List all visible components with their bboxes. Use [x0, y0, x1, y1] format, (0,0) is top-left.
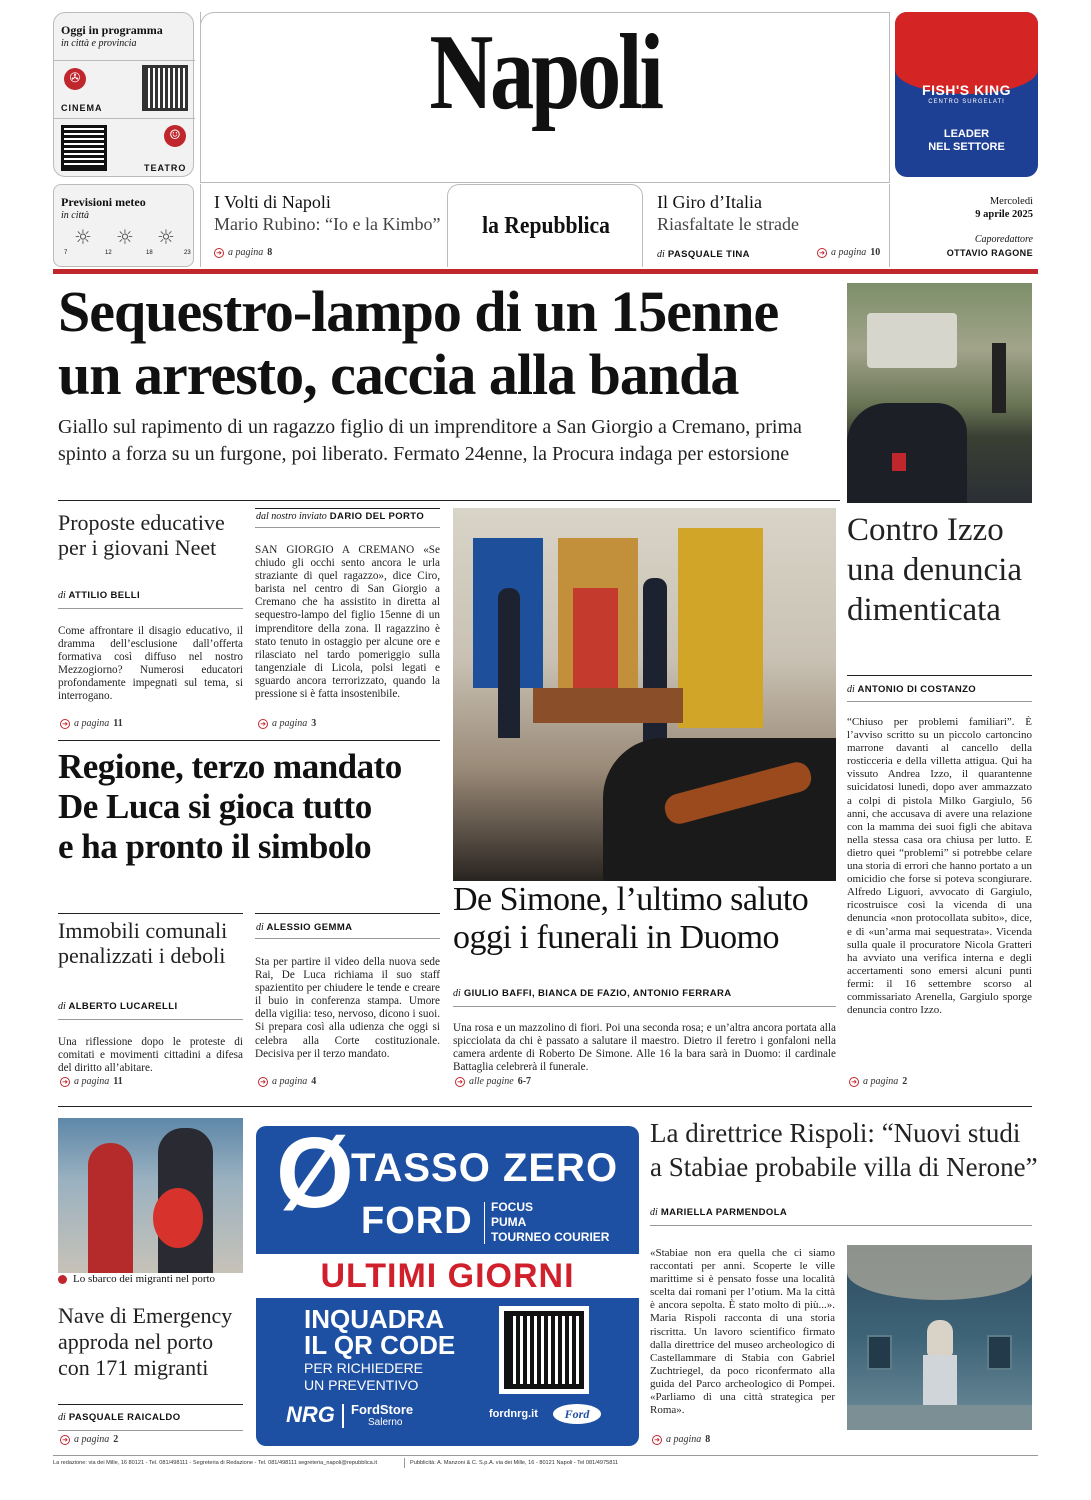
fishs-king-tag: CENTRO SURGELATI [928, 99, 1005, 105]
teaser-page-ref[interactable]: ➜ a pagina 10 [817, 247, 880, 258]
arrow-icon: ➜ [214, 248, 224, 258]
migrants-caption: Lo sbarco dei migranti nel porto [58, 1273, 215, 1285]
ford-qr4: UN PREVENTIVO [304, 1377, 419, 1393]
ford-qr2: IL QR CODE [304, 1330, 456, 1360]
desimone-body: Una rosa e un mazzolino di fiori. Poi una seconda rosa; e un’altra ancora portata alla spicciolata da chi è passato a salutare il maestro. Dietro il feretro i gonfaloni nella camera ardente di Roberto De Simone. Alle 16 la bara sarà in Duomo: il cardinale Battaglia celebrerà il funerale. [453, 1022, 836, 1074]
footer-pubblicita: Pubblicità: A. Manzoni & C. S.p.A. via dei Mille, 16 - 80121 Napoli - Tel 081/4975811 [410, 1460, 619, 1466]
programma-subtitle: in città e provincia [61, 38, 137, 49]
masthead-red-rule [53, 269, 1038, 274]
neet-page-ref[interactable]: ➜ a pagina 11 [60, 718, 123, 729]
arrow-icon: ➜ [60, 719, 70, 729]
ford-line1: TASSO ZERO [351, 1146, 619, 1190]
teaser-title: Riasfaltate le strade [657, 214, 799, 234]
rispoli-body: «Stabiae non era quella che ci siamo raccontati per anni. Scoperte le ville marittime si è pensato fosse una località scelta dai romani per l’otium. Ma la città è ancora sepolta. È stato molto di più...». Maria Rispoli racconta di una storia riscritta. Un lavoro scientifico firmato dalla direttrice del museo archeologico di Castellammare di Stabia con Gabriel Zuchtriegel, da poco riconfermato alla guida del Parco archeologico di Pompei. «Parliamo di una città strategica per Roma». [650, 1247, 835, 1417]
ford-url[interactable]: fordnrg.it [489, 1408, 538, 1420]
rispoli-headline-2[interactable]: a Stabiae probabile villa di Nerone” [650, 1152, 1038, 1182]
teaser-byline: di PASQUALE TINA [657, 249, 750, 260]
lead-photo[interactable] [847, 283, 1032, 503]
emergency-title[interactable]: Nave di Emergency approda nel porto con 171 migranti [58, 1303, 233, 1380]
lead-headline-1[interactable]: Sequestro-lampo di un 15enne [58, 279, 779, 344]
ford-oval-logo: Ford [553, 1404, 601, 1424]
publisher-logo: la Repubblica [482, 213, 610, 239]
lead-deck-2: spinto a forza su un furgone, poi liberato. Fermato 24enne, la Procura indaga per estorsione [58, 443, 790, 465]
film-reel-icon: ✇ [64, 68, 86, 90]
teaser-giro[interactable] [645, 184, 890, 267]
emergency-page-ref[interactable]: ➜ a pagina 2 [60, 1434, 118, 1445]
desimone-headline-2[interactable]: oggi i funerali in Duomo [453, 919, 780, 956]
teatro-label: TEATRO [144, 163, 187, 173]
immobili-body: Una riflessione dopo le proteste di comitati e movimenti cittadini a difesa del diritto all’abitare. [58, 1036, 243, 1075]
desimone-page-ref[interactable]: ➜ alle pagine 6-7 [455, 1076, 531, 1087]
programma-box[interactable] [53, 12, 194, 177]
sun-icon: ☼ [157, 225, 175, 249]
sequestro-page-ref[interactable]: ➜ a pagina 3 [258, 718, 316, 729]
meteo-hour: 12 [105, 250, 112, 256]
ford-qr3: PER RICHIEDERE [304, 1360, 424, 1376]
teaser-page-ref[interactable]: ➜ a pagina 8 [214, 247, 272, 258]
arrow-icon: ➜ [258, 719, 268, 729]
ford-store-label: FordStore [351, 1402, 414, 1417]
arrow-icon: ➜ [60, 1077, 70, 1087]
fishs-king-line2: NEL SETTORE [928, 141, 1005, 153]
emergency-byline: di PASQUALE RAICALDO [58, 1412, 181, 1423]
lead-deck-1: Giallo sul rapimento di un ragazzo figlio di un imprenditore a San Giorgio a Cremano, prima [58, 416, 802, 438]
rispoli-byline: di MARIELLA PARMENDOLA [650, 1207, 788, 1218]
meteo-subtitle: in città [61, 210, 90, 221]
arrow-icon: ➜ [455, 1077, 465, 1087]
fishs-king-ad[interactable] [895, 12, 1038, 177]
editor-role: Caporedattore [974, 234, 1033, 245]
sequestro-body: SAN GIORGIO A CREMANO «Se chiudo gli occhi sento ancora le urla straziante di quel ragazzo», dice Ciro, barista nel centro di San Giorgio a Cremano che ha assistito in diretta al sequestro-lampo del figlio 15enne di un imprenditore della zona. Il ragazzino è stato tenuto in ostaggio per alcune ore e rilasciato nel tardo pomeriggio sulla tangenziale di Licola, polsi legati e sguardo ancora terrorizzato, quando la pressione si è fatta insostenibile. [255, 544, 440, 701]
funeral-photo[interactable] [453, 508, 836, 881]
arrow-icon: ➜ [60, 1435, 70, 1445]
ford-city-label: Salerno [368, 1417, 403, 1428]
meteo-box[interactable] [53, 184, 194, 267]
editor-name: OTTAVIO RAGONE [946, 248, 1033, 258]
ford-qr1: INQUADRA [304, 1304, 445, 1334]
cinema-qr-code[interactable] [142, 65, 188, 111]
meteo-hour: 18 [146, 250, 153, 256]
date-block [895, 184, 1038, 267]
ford-model: TOURNEO COURIER [491, 1230, 610, 1244]
date-full: 9 aprile 2025 [975, 209, 1033, 220]
arrow-icon: ➜ [258, 1077, 268, 1087]
sun-icon: ☼ [116, 225, 134, 249]
teaser-kicker: Il Giro d’Italia [657, 192, 762, 212]
fishs-king-brand: FISH'S KING [922, 82, 1011, 98]
izzo-page-ref[interactable]: ➜ a pagina 2 [849, 1076, 907, 1087]
ford-ad[interactable] [256, 1126, 639, 1446]
neet-body: Come affrontare il disagio educativo, il dramma dell’esclusione dall’offerta formativa così diffuso nel nostro Mezzogiorno? Numerosi educatori profondamente impegnati sul tema, si interrogano. [58, 625, 243, 703]
desimone-headline-1[interactable]: De Simone, l’ultimo saluto [453, 881, 809, 918]
deluca-byline: di ALESSIO GEMMA [256, 922, 353, 933]
arrow-icon: ➜ [652, 1435, 662, 1445]
regione-headline-2[interactable]: De Luca si gioca tutto [58, 787, 372, 826]
fishs-king-line1: LEADER [943, 128, 990, 140]
footer-redazione: La redazione: via dei Mille, 16 80121 - Tel. 081/498111 - Segreteria di Redazione - Tel. 081/498111 segreteria_napoli@repubblica.it [53, 1460, 378, 1466]
izzo-body: “Chiuso per problemi familiari”. È l’avviso scritto su un piccolo cartoncino marrone davanti al cancello della rosticceria e della villetta attigua. Qui ha vissuto Andrea Izzo, il quarantenne suicidatosi lunedì, dopo aver ammazzato a colpi di pistola Milko Gargiulo, 56 anni, che accusava di avere una relazione con la mamma dei suoi figli che abitava nella stessa casa ora chiusa per lutto. E dietro quei “problemi” si potrebbe celare una storia di errori che hanno portato a un omicidio che forse si poteva scongiurare. Alfredo Liguori, avvocato di Gargiulo, ricostruisce così la vicenda di una denuncia «non protocollata subito», dice, e di «un’arma mai sequestrata». Vicenda sulla quale il procuratore Nicola Gratteri ha avviato una verifica interna e degli accertamenti sono emersi alcuni punti fermi: il 16 settembre scorso al commissariato Arenella, Gargiulo sporge denuncia contro Izzo. [847, 716, 1032, 1017]
cinema-label: CINEMA [61, 103, 103, 113]
sun-icon: ☼ [74, 225, 92, 249]
meteo-hour: 23 [184, 250, 191, 256]
teaser-kicker: I Volti di Napoli [214, 192, 331, 212]
repubblica-tab[interactable] [447, 184, 643, 267]
lead-headline-2[interactable]: un arresto, caccia alla banda [58, 342, 739, 407]
teaser-volti[interactable] [200, 184, 445, 267]
deluca-body: Sta per partire il video della nuova sede Rai, De Luca richiama il suo staff spazientito per chiudere le tende e creare il buio in conferenza stampa. Umore della vigilia: teso, nervoso, dicono i suoi. Si prepara così alla udienza che oggi si celebra alla Corte costituzionale. Decisiva per il terzo mandato. [255, 956, 440, 1060]
izzo-title[interactable]: Contro Izzo una denuncia dimenticata [847, 512, 1023, 628]
neet-byline: di ATTILIO BELLI [58, 590, 140, 601]
teaser-title: Mario Rubino: “Io e la Kimbo” [214, 214, 441, 234]
caption-dot-icon [58, 1275, 67, 1284]
izzo-byline: di ANTONIO DI COSTANZO [847, 684, 977, 695]
migrants-photo[interactable] [58, 1118, 243, 1273]
arrow-icon: ➜ [849, 1077, 859, 1087]
ford-banner-text: ULTIMI GIORNI [320, 1257, 575, 1295]
regione-headline-3[interactable]: e ha pronto il simbolo [58, 827, 372, 866]
regione-headline-1[interactable]: Regione, terzo mandato [58, 747, 402, 786]
meteo-hour: 7 [64, 250, 68, 256]
rispoli-headline-1[interactable]: La direttrice Rispoli: “Nuovi studi [650, 1118, 1021, 1148]
programma-title: Oggi in programma [61, 23, 163, 37]
neet-title[interactable]: Proposte educative per i giovani Neet [58, 510, 225, 561]
ford-qr-code[interactable] [499, 1306, 589, 1394]
museum-photo[interactable] [847, 1245, 1032, 1430]
meteo-title: Previsioni meteo [61, 195, 146, 209]
sequestro-byline: dal nostro inviato DARIO DEL PORTO [256, 511, 425, 522]
rispoli-page-ref[interactable]: ➜ a pagina 8 [652, 1434, 710, 1445]
ford-model: FOCUS [491, 1200, 533, 1214]
ford-zero-symbol: Ø [276, 1126, 354, 1229]
masthead-title[interactable]: Napoli [429, 13, 661, 132]
arrow-icon: ➜ [817, 248, 827, 258]
theater-mask-icon: ☺ [164, 125, 186, 147]
nrg-logo: NRG [286, 1402, 335, 1427]
immobili-page-ref[interactable]: ➜ a pagina 11 [60, 1076, 123, 1087]
immobili-title[interactable]: Immobili comunali penalizzati i deboli [58, 918, 228, 969]
ford-banner [256, 1254, 639, 1298]
teatro-qr-code[interactable] [61, 125, 107, 171]
immobili-byline: di ALBERTO LUCARELLI [58, 1001, 178, 1012]
ford-line2: FORD [361, 1200, 473, 1242]
deluca-page-ref[interactable]: ➜ a pagina 4 [258, 1076, 316, 1087]
date-day: Mercoledì [989, 196, 1033, 207]
ford-model: PUMA [491, 1215, 527, 1229]
desimone-byline: di GIULIO BAFFI, BIANCA DE FAZIO, ANTONIO FERRARA [453, 988, 732, 999]
